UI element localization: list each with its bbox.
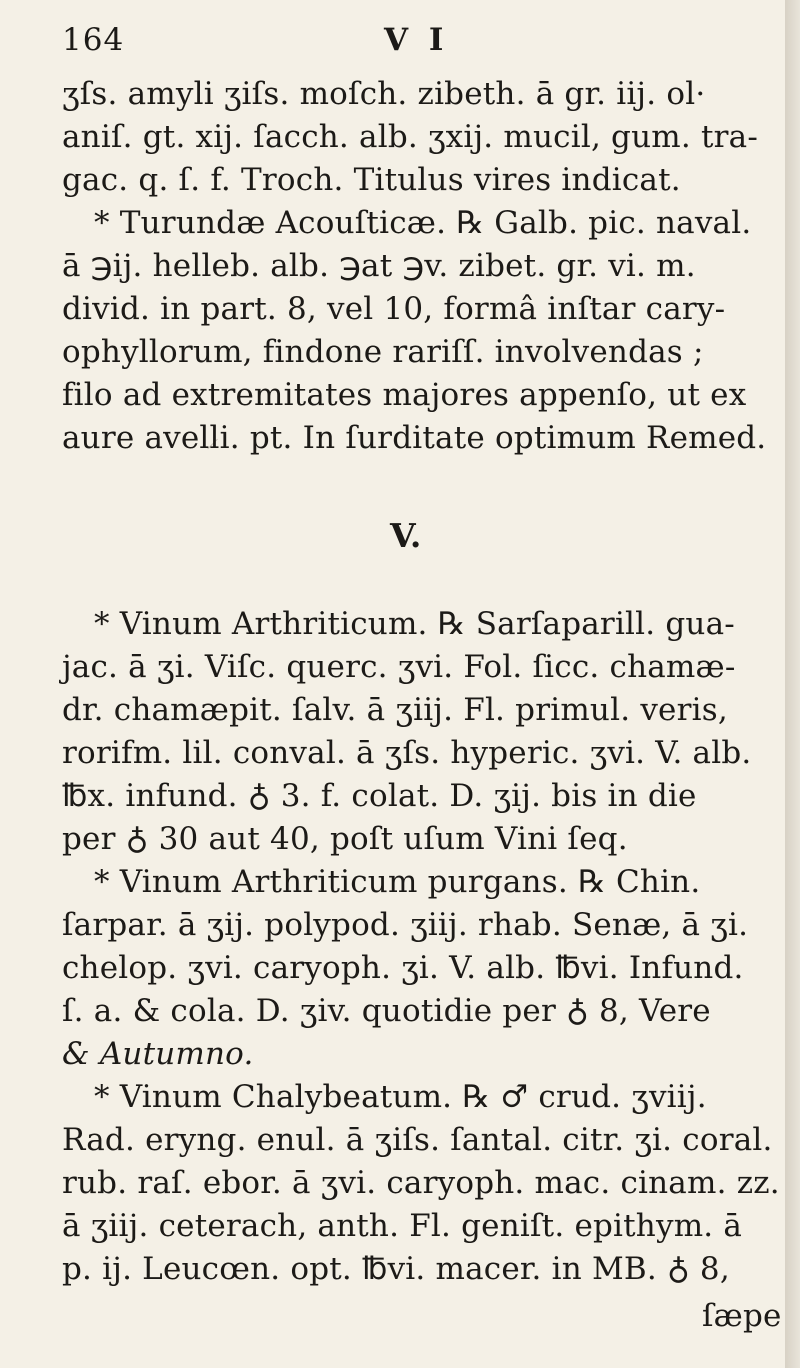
text-line: jac. ā ʒi. Viſc. querc. ʒvi. Fol. ſicc. chamæ- bbox=[62, 649, 736, 685]
running-head: V I bbox=[384, 22, 449, 58]
page-edge bbox=[785, 0, 800, 1368]
text-line: aniſ. gt. xij. ſacch. alb. ʒxij. mucil, gum. tra- bbox=[62, 119, 758, 155]
page-number: 164 bbox=[62, 22, 125, 58]
text-line: per ♁ 30 aut 40, poſt uſum Vini ſeq. bbox=[62, 821, 628, 857]
text-line: * Vinum Arthriticum purgans. ℞ Chin. bbox=[94, 864, 701, 900]
text-line: dr. chamæpit. ſalv. ā ʒiij. Fl. primul. veris, bbox=[62, 692, 728, 728]
text-line: ſ. a. & cola. D. ʒiv. quotidie per ♁ 8, Vere bbox=[62, 993, 711, 1029]
text-line: & Autumno. bbox=[62, 1036, 254, 1072]
text-line: ℔x. infund. ♁ 3. f. colat. D. ʒij. bis in die bbox=[62, 778, 697, 814]
text-line: * Vinum Chalybeatum. ℞ ♂ crud. ʒviij. bbox=[94, 1079, 707, 1115]
text-line: ophyllorum, findone rariſſ. involvendas ; bbox=[62, 334, 704, 370]
text-line: * Vinum Arthriticum. ℞ Sarſaparill. gua- bbox=[94, 606, 735, 642]
text-line: ʒſs. amyli ʒiſs. moſch. zibeth. ā gr. iij. ol· bbox=[62, 76, 706, 112]
text-line: * Turundæ Acouſticæ. ℞ Galb. pic. naval. bbox=[94, 205, 752, 241]
text-line: Rad. eryng. enul. ā ʒiſs. ſantal. citr. ʒi. coral. bbox=[62, 1122, 773, 1158]
text-line: chelop. ʒvi. caryoph. ʒi. V. alb. ℔vi. Infund. bbox=[62, 950, 744, 986]
section-heading: V. bbox=[390, 516, 422, 555]
text-line: filo ad extremitates majores appenſo, ut ex bbox=[62, 377, 747, 413]
text-line: rorifm. lil. conval. ā ʒſs. hyperic. ʒvi. V. alb. bbox=[62, 735, 752, 771]
text-line: rub. raſ. ebor. ā ʒvi. caryoph. mac. cinam. zz. bbox=[62, 1165, 780, 1201]
text-line: ā ℈ij. helleb. alb. ℈at ℈v. zibet. gr. vi. m. bbox=[62, 248, 696, 284]
catchword: ſæpe bbox=[702, 1298, 782, 1334]
text-line: divid. in part. 8, vel 10, formâ inſtar cary- bbox=[62, 291, 726, 327]
page-header bbox=[62, 14, 762, 68]
text-line: p. ij. Leucœn. opt. ℔vi. macer. in MB. ♁ 8, bbox=[62, 1251, 730, 1287]
text-line: aure avelli. pt. In ſurditate optimum Remed. bbox=[62, 420, 767, 456]
text-line: ſarpar. ā ʒij. polypod. ʒiij. rhab. Senæ, ā ʒi. bbox=[62, 907, 749, 943]
text-line: ā ʒiij. ceterach, anth. Fl. geniſt. epithym. ā bbox=[62, 1208, 743, 1244]
text-line: gac. q. ſ. f. Troch. Titulus vires indicat. bbox=[62, 162, 681, 198]
